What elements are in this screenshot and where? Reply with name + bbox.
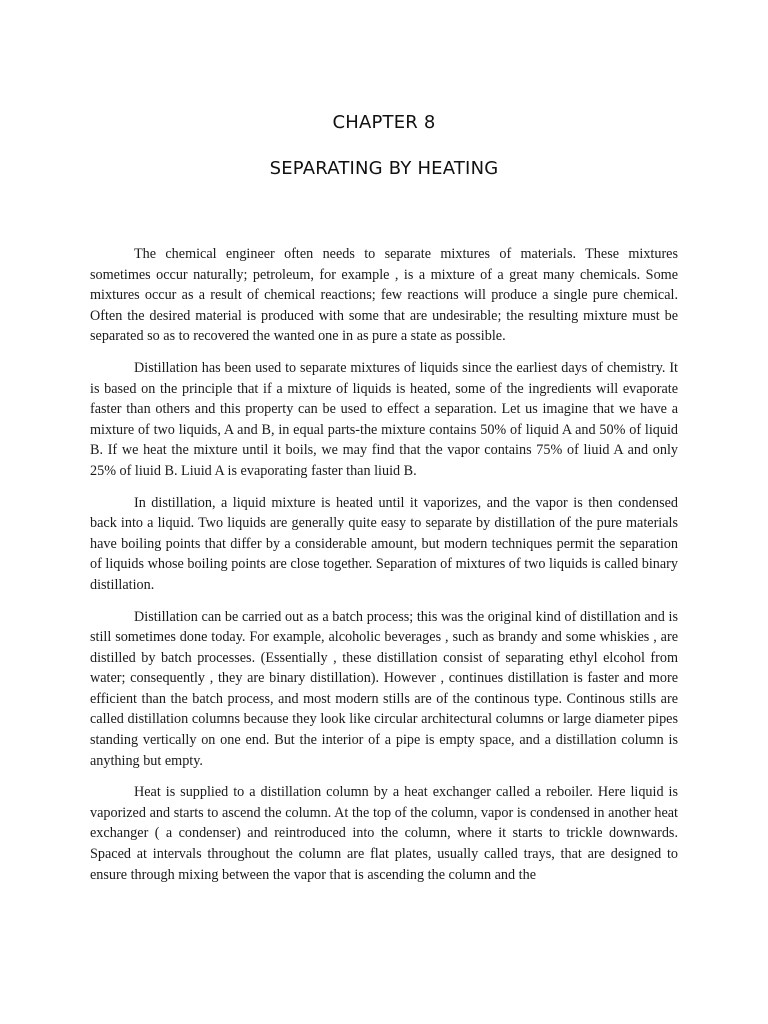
paragraph-5: Heat is supplied to a distillation column by a heat exchanger called a reboiler. Here liquid is vaporized and starts to ascend the column. At the top of the column, vapor is condensed in another heat exchanger ( a condenser) and reintroduced into the column, where it starts to trickle downwards. Spaced at intervals throughout the column are flat plates, usually called trays, that are designed to ensure through mixing between the vapor that is ascending the column and the — [90, 784, 678, 883]
paragraph-1: The chemical engineer often needs to separate mixtures of materials. These mixtures sometimes occur naturally; petroleum, for example , is a mixture of a great many chemicals. Some mixtures occur as a result of chemical reactions; few reactions will produce a single pure chemical. Often the desired material is produced with some that are undesirable; the resulting mixture must be separated so as to recovered the wanted one in as pure a state as possible. — [90, 246, 678, 345]
chapter-number: CHAPTER 8 — [332, 112, 436, 133]
body-text — [90, 244, 678, 896]
paragraph-4: Distillation can be carried out as a batch process; this was the original kind of distillation and is still sometimes done today. For example, alcoholic beverages , such as brandy and some whiskies , are distilled by batch processes. (Essentially , these distillation consist of separating ethyl elcohol from water; consequently , they are binary distillation). However , continues distillation is faster and more efficient than the batch process, and most modern stills are of the continous type. Continous stills are called distillation columns because they look like circular architectural columns or large diameter pipes standing vertically on one end. But the interior of a pipe is empty space, and a distillation column is anything but empty. — [90, 608, 678, 769]
chapter-title: SEPARATING BY HEATING — [269, 158, 499, 179]
paragraph-3: In distillation, a liquid mixture is heated until it vaporizes, and the vapor is then condensed back into a liquid. Two liquids are generally quite easy to separate by distillation of the pure materials have boiling points that differ by a considerable amount, but modern techniques permit the separation of liquids whose boiling points are close together. Separation of mixtures of two liquids is called binary distillation. — [90, 494, 678, 593]
paragraph-2: Distillation has been used to separate mixtures of liquids since the earliest days of chemistry. It is based on the principle that if a mixture of liquids is heated, some of the ingredients will evaporate faster than others and this property can be used to effect a separation. Let us imagine that we have a mixture of two liquids, A and B, in equal parts-the mixture contains 50% of liquid A and 50% of liquid B. If we heat the mixture until it boils, we may find that the vapor contains 75% of liuid A and only 25% of liuid B. Liuid A is evaporating faster than liuid B. — [90, 359, 678, 479]
